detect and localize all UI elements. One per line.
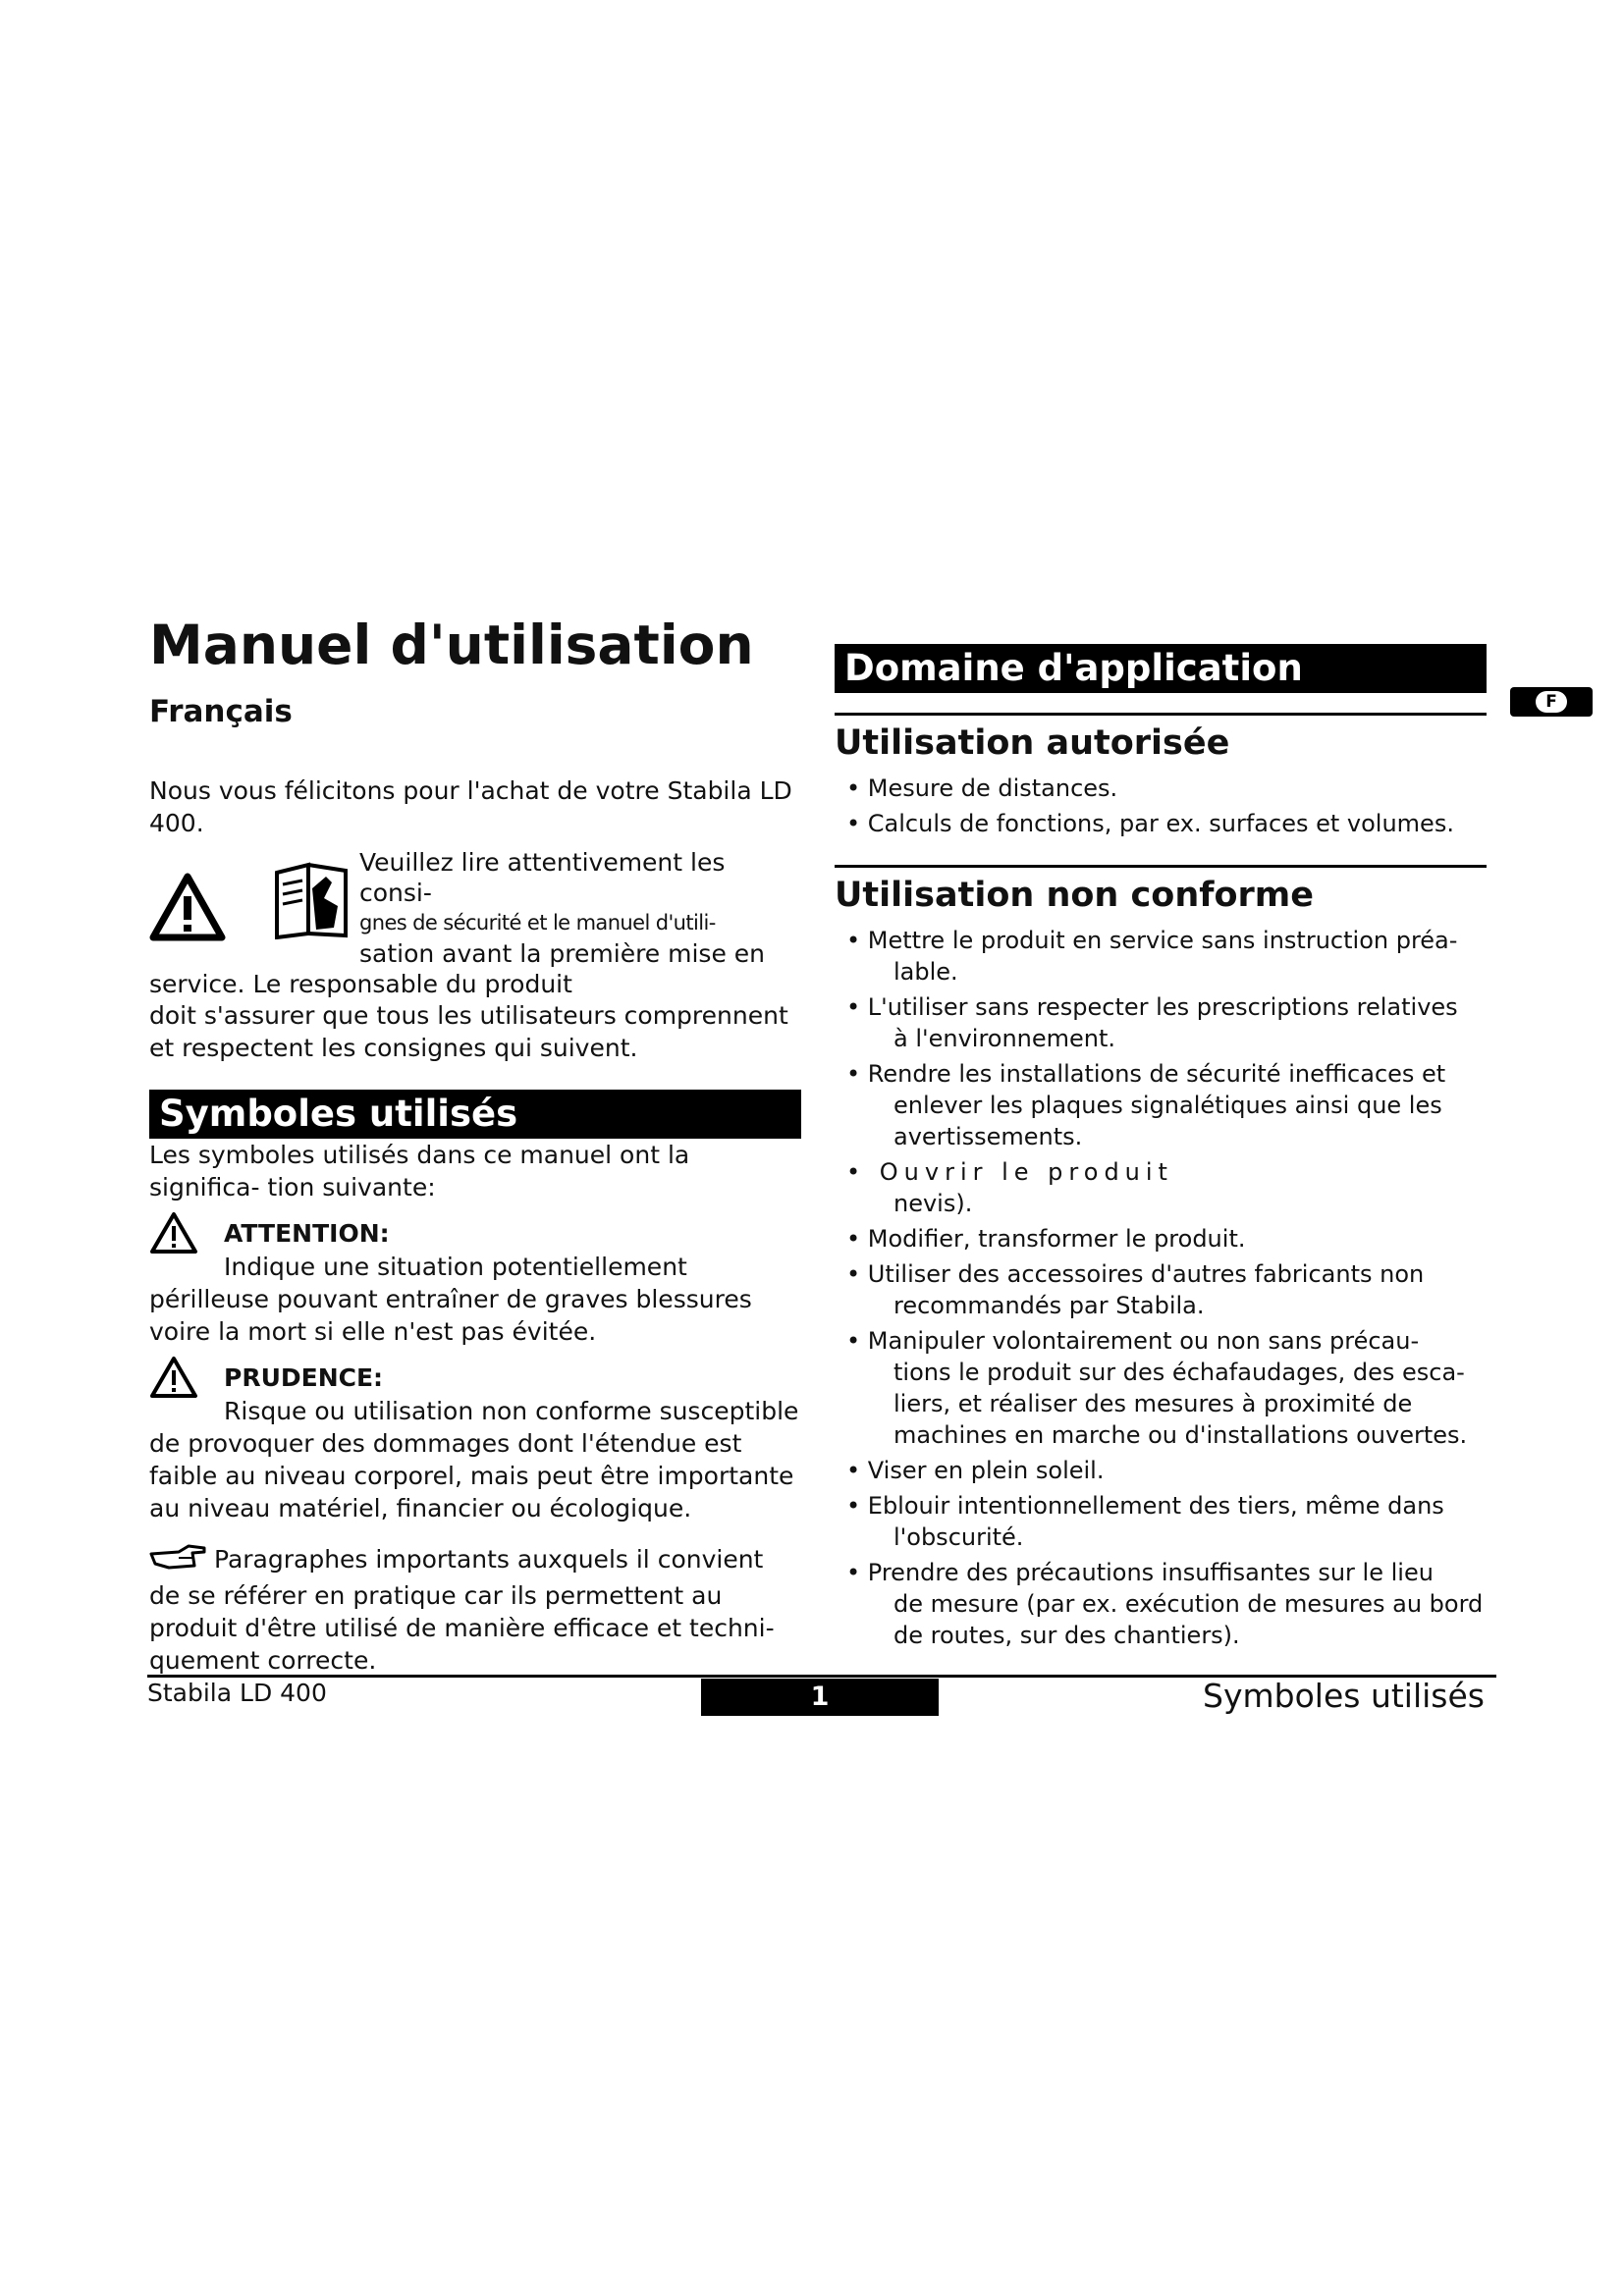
read-manual-icon [269,859,353,939]
list-item: • Eblouir intentionnellement des tiers, même dans l'obscurité. [846,1492,1444,1551]
authorized-list [835,773,1487,839]
page-title: Manuel d'utilisation [149,614,754,676]
attention-label: ATTENTION: [224,1218,390,1248]
safety-line-3: sation avant la première mise en [359,939,766,968]
list-item: • Ouvrir le produit nevis). [846,1158,1173,1217]
warning-triangle-icon [149,873,226,941]
attention-text-first: Indique une situation potentiellement [224,1253,687,1281]
safety-line-4: service. Le responsable du produit [149,970,572,998]
list-item: • Prendre des précautions insuffisantes sur le lieu de mesure (par ex. exécution de mesures au bord de routes, sur des chantiers). [846,1559,1484,1649]
safety-notice [149,847,801,1064]
application-heading: Domaine d'application [835,644,1487,693]
list-item: • Manipuler volontairement ou non sans précau- tions le produit sur des échafaudages, des esca- liers, et réaliser des mesures à proximité de machines en marche ou d'installations ouvertes. [846,1327,1468,1449]
list-item: • Utiliser des accessoires d'autres fabricants non recommandés par Stabila. [846,1260,1425,1319]
warning-triangle-icon [149,1356,198,1399]
list-item: • Calculs de fonctions, par ex. surfaces et volumes. [846,810,1454,837]
nonconform-list [835,925,1487,1651]
language-subtitle: Français [149,694,293,729]
prudence-text-rest: de provoquer des dommages dont l'étendue est faible au niveau corporel, mais peut être importante au niveau matériel, financier ou écologique. [149,1429,794,1522]
list-item: • Mesure de distances. [846,774,1118,802]
prudence-text-first: Risque ou utilisation non conforme susceptible [224,1397,799,1425]
safety-line-1: Veuillez lire attentivement les consi- [359,848,726,907]
warning-triangle-icon [149,1211,198,1255]
attention-item [149,1215,801,1348]
safety-icons [149,855,359,953]
footer-product: Stabila LD 400 [147,1679,327,1707]
footer-section: Symboles utilisés [1203,1677,1485,1715]
list-item: • L'utiliser sans respecter les prescriptions relatives à l'environnement. [846,993,1458,1052]
page-number: 1 [701,1679,939,1716]
right-column [835,644,1487,1655]
symbols-intro: Les symboles utilisés dans ce manuel ont la significa- tion suivante: [149,1141,690,1201]
important-note [149,1542,801,1677]
nonconform-heading: Utilisation non conforme [835,876,1314,915]
prudence-label: PRUDENCE: [224,1362,384,1392]
safety-line-2: gnes de sécurité et le manuel d'utili- [359,911,716,934]
list-item: • Modifier, transformer le produit. [846,1225,1246,1253]
important-note-text: Paragraphes importants auxquels il convient de se référer en pratique car ils permettent au produit d'être utilisé de manière efficace et techni- quement correcte. [149,1545,775,1675]
attention-text-rest: périlleuse pouvant entraîner de graves blessures voire la mort si elle n'est pas évitée. [149,1285,752,1346]
symbols-heading: Symboles utilisés [149,1090,801,1139]
language-badge [1510,687,1593,717]
intro-text: Nous vous félicitons pour l'achat de votre Stabila LD 400. [149,776,792,837]
prudence-item [149,1360,801,1524]
list-item: • Mettre le produit en service sans instruction préa- lable. [846,927,1458,986]
safety-rest: doit s'assurer que tous les utilisateurs comprennent et respectent les consignes qui suivent. [149,1001,788,1062]
divider [835,713,1487,716]
pointing-hand-icon [149,1542,214,1579]
list-item: • Viser en plein soleil. [846,1457,1105,1484]
authorized-heading: Utilisation autorisée [835,723,1230,763]
left-column [149,614,801,1677]
divider [835,865,1487,868]
list-item: • Rendre les installations de sécurité inefficaces et enlever les plaques signalétiques ainsi que les avertissements. [846,1060,1446,1150]
language-badge-letter: F [1536,691,1567,713]
